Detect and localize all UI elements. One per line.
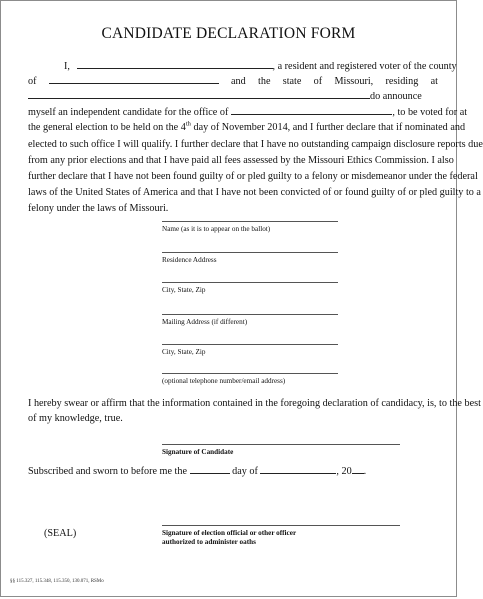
declaration-text-the: the bbox=[258, 76, 271, 87]
office-blank[interactable] bbox=[231, 105, 392, 115]
declaration-line-7: from any prior elections and that I have paid all fees assessed by the Missouri Ethics Commission. I also bbox=[28, 155, 454, 166]
oath-line-2: of my knowledge, true. bbox=[28, 413, 123, 424]
city-state-zip-line[interactable] bbox=[162, 282, 338, 283]
declaration-line-9: laws of the United States of America and that I have not been convicted of or found guilty of or pled guilty to a bbox=[28, 187, 481, 198]
declaration-text-resident: , a resident and registered voter of the county bbox=[272, 61, 457, 72]
declaration-text-voted: , to be voted for at bbox=[392, 107, 468, 118]
declaration-line-5 bbox=[28, 120, 466, 134]
declaration-text-missouri: Missouri, bbox=[334, 76, 374, 87]
day-blank[interactable] bbox=[190, 464, 230, 474]
subscribed-text: Subscribed and sworn to before me the bbox=[28, 466, 187, 477]
declaration-line-1 bbox=[28, 59, 457, 73]
declaration-line-6: elected to such office I will qualify. I further declare that I have no outstanding campaign disclosure reports due bbox=[28, 139, 483, 150]
subscribed-line bbox=[28, 464, 438, 478]
contact-line[interactable] bbox=[162, 373, 338, 374]
candidate-name-blank[interactable] bbox=[77, 59, 273, 69]
month-blank[interactable] bbox=[260, 464, 336, 474]
declaration-text-november: day of November 2014, and I further declare that if nominated and bbox=[190, 122, 466, 133]
year-blank[interactable] bbox=[352, 464, 364, 474]
declaration-line-3 bbox=[28, 89, 438, 103]
city-state-zip-label: City, State, Zip bbox=[162, 286, 206, 294]
declaration-text-and: and bbox=[231, 76, 246, 87]
residence-address-line[interactable] bbox=[162, 252, 338, 253]
declaration-text-at: at bbox=[430, 76, 438, 87]
mailing-address-label: Mailing Address (if different) bbox=[162, 318, 248, 326]
declaration-text-of-2: of bbox=[313, 76, 323, 87]
mailing-address-line[interactable] bbox=[162, 314, 338, 315]
declaration-text-office: myself an independent candidate for the office of bbox=[28, 107, 229, 118]
mailing-city-state-zip-label: City, State, Zip bbox=[162, 348, 206, 356]
declaration-line-10: felony under the laws of Missouri. bbox=[28, 203, 169, 214]
form-title: CANDIDATE DECLARATION FORM bbox=[101, 25, 356, 42]
residence-blank[interactable] bbox=[28, 89, 370, 99]
county-blank[interactable] bbox=[49, 74, 219, 84]
declaration-text-announce: do announce bbox=[370, 91, 422, 102]
mailing-city-state-zip-line[interactable] bbox=[162, 344, 338, 345]
declaration-text-election: the general election to be held on the 4 bbox=[28, 122, 186, 133]
declaration-line-2 bbox=[28, 74, 438, 88]
residence-address-label: Residence Address bbox=[162, 256, 217, 264]
declaration-text-state: state bbox=[282, 76, 302, 87]
official-signature-label-2: authorized to administer oaths bbox=[162, 538, 256, 546]
candidate-signature-label: Signature of Candidate bbox=[162, 448, 234, 456]
contact-label: (optional telephone number/email address) bbox=[162, 377, 286, 385]
day-of-text: day of bbox=[232, 466, 258, 477]
name-line[interactable] bbox=[162, 221, 338, 222]
period-text: . bbox=[363, 466, 367, 477]
declaration-text-residing: residing bbox=[385, 76, 419, 87]
official-signature-line[interactable] bbox=[162, 525, 400, 526]
declaration-text-i: I, bbox=[64, 61, 70, 72]
official-signature-label-1: Signature of election official or other officer bbox=[162, 529, 297, 537]
declaration-line-4 bbox=[28, 105, 468, 119]
oath-line-1: I hereby swear or affirm that the information contained in the foregoing declaration of candidacy, is, to the best bbox=[28, 398, 481, 409]
declaration-line-8: further declare that I have not been found guilty of or pled guilty to a felony or misdemeanor under the federal bbox=[28, 171, 478, 182]
statute-citation: §§ 115.327, 115.348, 115.350, 130.071, RSMo bbox=[10, 579, 104, 584]
declaration-text-of: of bbox=[28, 76, 37, 87]
declaration-text-sup: th bbox=[185, 120, 191, 128]
candidate-signature-line[interactable] bbox=[162, 444, 400, 445]
name-label: Name (as it is to appear on the ballot) bbox=[162, 225, 271, 233]
seal-label: (SEAL) bbox=[44, 528, 77, 539]
year-prefix-text: , 20 bbox=[336, 466, 352, 477]
